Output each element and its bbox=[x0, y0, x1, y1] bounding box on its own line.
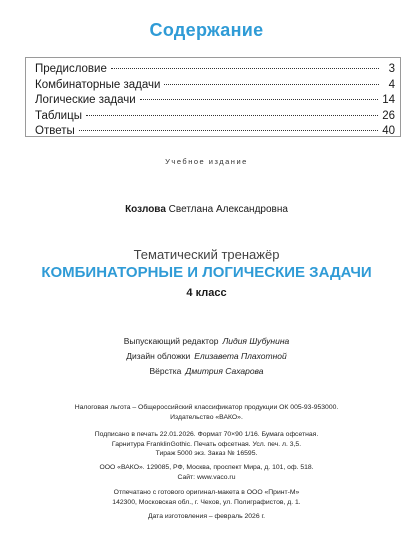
toc-entry-label: Предисловие bbox=[35, 63, 107, 75]
imprint-tax bbox=[0, 403, 413, 422]
toc-entry-label: Комбинаторные задачи bbox=[35, 78, 161, 91]
toc-leader-dots bbox=[79, 130, 378, 131]
imprint-line: Дата изготовления – февраль 2026 г. bbox=[147, 513, 266, 520]
credit-person: Елизавета Плахотной bbox=[194, 351, 287, 361]
author-name bbox=[0, 204, 413, 215]
imprint-line: Подписано в печать 22.01.2026. Формат 70×90 1/16. Бумага офсетная. bbox=[94, 431, 319, 438]
toc-leader-dots bbox=[111, 68, 379, 69]
imprint-line: Тираж 5000 экз. Заказ № 16595. bbox=[155, 450, 258, 457]
credit-person: Лидия Шубунина bbox=[222, 336, 290, 346]
imprint-date bbox=[0, 512, 413, 522]
toc-entry-page: 14 bbox=[382, 94, 395, 106]
credit-role: Дизайн обложки bbox=[126, 351, 191, 361]
toc-entry-page: 26 bbox=[382, 109, 395, 122]
imprint-line: Отпечатано с готового оригинал-макета в ООО «Принт-М» bbox=[113, 489, 300, 496]
toc-entry-label: Логические задачи bbox=[35, 94, 136, 106]
credit-editor bbox=[0, 336, 413, 346]
toc-entry[interactable] bbox=[35, 63, 395, 79]
toc-leader-dots bbox=[86, 115, 378, 116]
book-subtitle: Тематический тренажёр bbox=[133, 247, 280, 262]
toc-title: Содержание bbox=[149, 20, 264, 40]
imprint-line: Налоговая льгота – Общероссийский классификатор продукции ОК 005-93-953000. bbox=[74, 404, 339, 411]
credit-person: Дмитрия Сахарова bbox=[185, 366, 264, 376]
imprint-print-specs bbox=[0, 430, 413, 459]
toc-entry[interactable] bbox=[35, 94, 395, 110]
toc-entry-page: 3 bbox=[388, 63, 395, 75]
credit-role: Вёрстка bbox=[149, 366, 182, 376]
imprint-line: ООО «ВАКО». 129085, РФ, Москва, проспект Мира, д. 101, оф. 518. bbox=[99, 464, 314, 471]
imprint-line: Гарнитура FranklinGothic. Печать офсетная. Усл. печ. л. 3,5. bbox=[111, 440, 302, 448]
grade-label: 4 класс bbox=[186, 287, 227, 299]
toc-entry-label: Таблицы bbox=[35, 109, 82, 122]
imprint-line: 142300, Московская обл., г. Чехов, ул. Полиграфистов, д. 1. bbox=[112, 498, 301, 506]
toc-list bbox=[35, 63, 395, 141]
toc-entry-label: Ответы bbox=[35, 125, 75, 137]
author-surname: Козлова bbox=[125, 204, 166, 215]
author-given-names: Светлана Александровна bbox=[168, 204, 288, 215]
edition-type: Учебное издание bbox=[165, 157, 248, 166]
credit-role: Выпускающий редактор bbox=[123, 336, 219, 346]
imprint-line: Издательство «ВАКО». bbox=[170, 413, 243, 421]
credit-layout bbox=[0, 366, 413, 376]
imprint-line: Сайт: www.vaco.ru bbox=[177, 473, 236, 481]
book-title: КОМБИНАТОРНЫЕ И ЛОГИЧЕСКИЕ ЗАДАЧИ bbox=[41, 264, 372, 281]
toc-entry-page: 40 bbox=[382, 125, 395, 137]
toc-leader-dots bbox=[140, 99, 379, 100]
toc-entry[interactable] bbox=[35, 110, 395, 126]
toc-leader-dots bbox=[164, 84, 379, 85]
credit-cover-design bbox=[0, 351, 413, 361]
toc-entry[interactable] bbox=[35, 125, 395, 141]
imprint-publisher bbox=[0, 463, 413, 482]
toc-entry-page: 4 bbox=[388, 78, 395, 91]
imprint-printer bbox=[0, 488, 413, 507]
toc-entry[interactable] bbox=[35, 79, 395, 95]
